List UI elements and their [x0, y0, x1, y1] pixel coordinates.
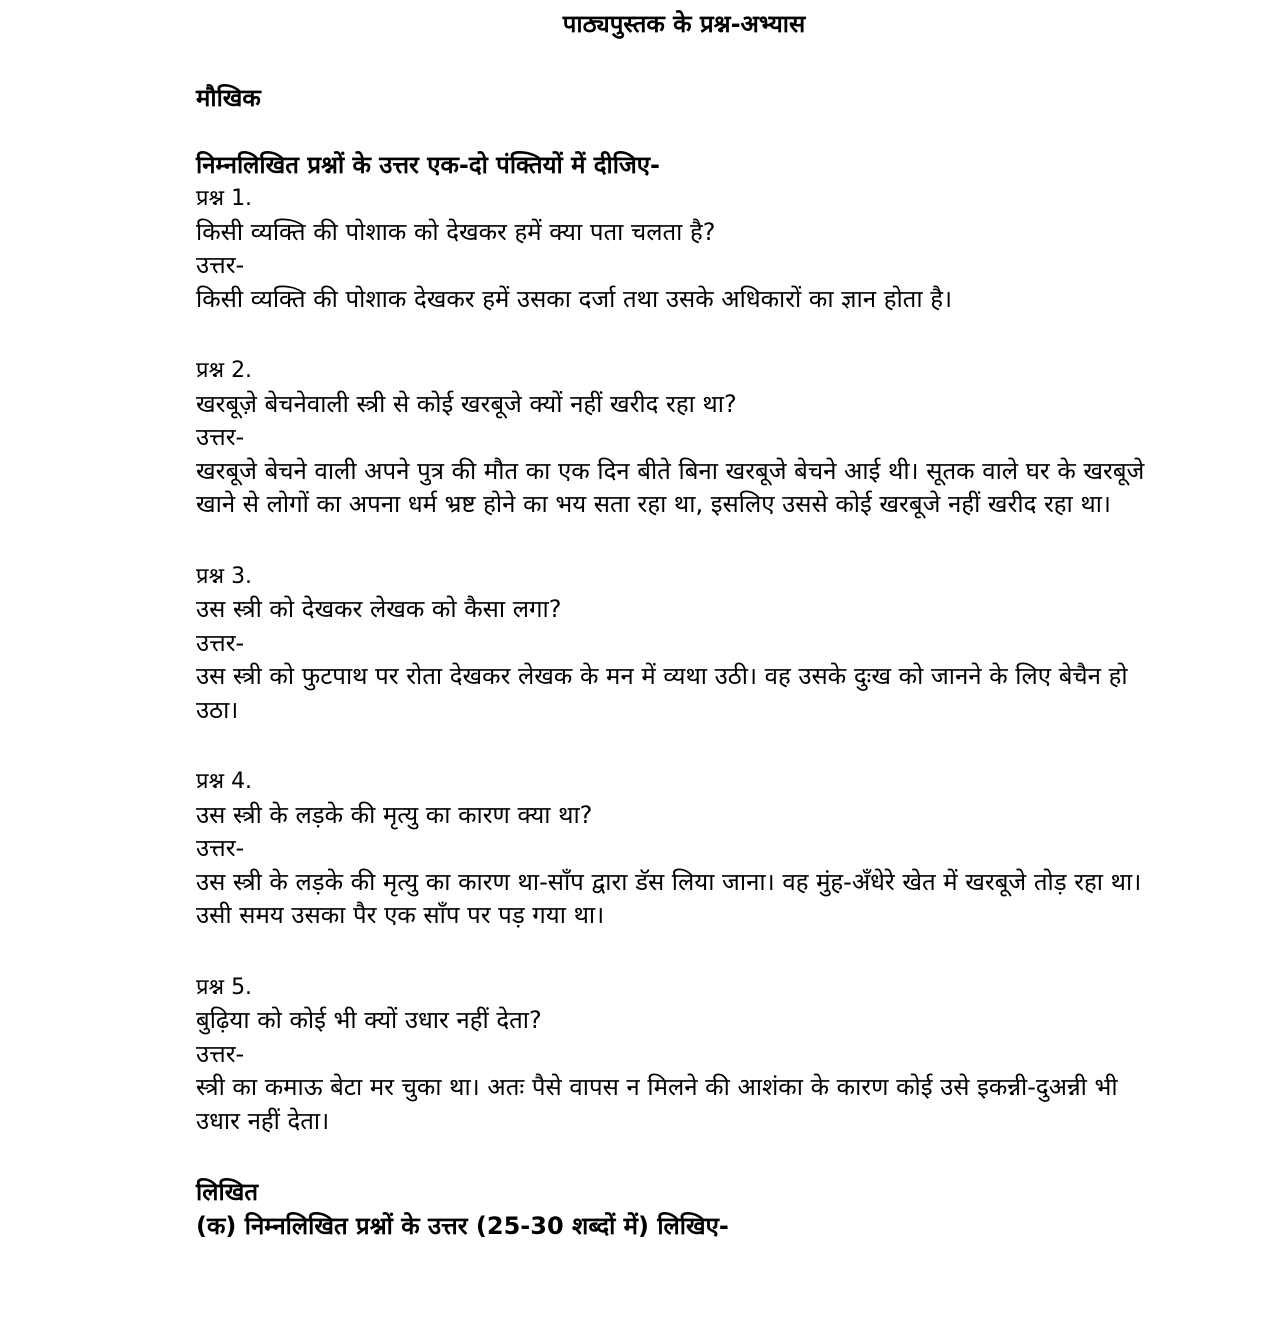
- question-block-2: [196, 354, 1161, 522]
- question-text: उस स्त्री के लड़के की मृत्यु का कारण क्या था?: [196, 800, 593, 829]
- document-body: [196, 82, 1161, 1243]
- oral-instruction: निम्नलिखित प्रश्नों के उत्तर एक-दो पंक्तियों में दीजिए-: [196, 150, 660, 179]
- answer-text: किसी व्यक्ति की पोशाक देखकर हमें उसका दर्जा तथा उसके अधिकारों का ज्ञान होता है।: [196, 284, 953, 313]
- section-heading-written: लिखित: [196, 1178, 259, 1206]
- question-label: प्रश्न 2.: [196, 358, 253, 383]
- question-label: प्रश्न 4.: [196, 769, 253, 794]
- question-label: प्रश्न 3.: [196, 563, 253, 589]
- answer-text: उस स्त्री को फुटपाथ पर रोता देखकर लेखक के मन में व्यथा उठी। वह उसके दुःख को जानने के लिए बेचैन हो उठा।: [196, 662, 1128, 724]
- answer-text: स्त्री का कमाऊ बेटा मर चुका था। अतः पैसे वापस न मिलने की आशंका के कारण कोई उसे इकन्नी-दुअन्नी भी उधार नहीं देता।: [196, 1073, 1118, 1135]
- question-label: प्रश्न 5.: [196, 974, 253, 1000]
- section-heading-oral: मौखिक: [196, 84, 261, 112]
- question-label: प्रश्न 1.: [196, 186, 253, 211]
- answer-label: उत्तर-: [196, 1039, 245, 1068]
- question-block-3: [196, 560, 1161, 728]
- answer-label: उत्तर-: [196, 628, 245, 657]
- question-text: खरबूज़े बेचनेवाली स्त्री से कोई खरबूजे क्यों नहीं खरीद रहा था?: [196, 389, 737, 418]
- question-block-4: [196, 765, 1161, 933]
- question-block-5: [196, 971, 1161, 1139]
- question-text: बुढ़िया को कोई भी क्यों उधार नहीं देता?: [196, 1006, 542, 1034]
- question-text: किसी व्यक्ति की पोशाक को देखकर हमें क्या पता चलता है?: [196, 217, 716, 246]
- answer-label: उत्तर-: [196, 834, 245, 862]
- question-text: उस स्त्री को देखकर लेखक को कैसा लगा?: [196, 595, 562, 623]
- answer-text: उस स्त्री के लड़के की मृत्यु का कारण था-साँप द्वारा डॅस लिया जाना। वह मुंह-अँधेरे खेत में खरबूजे तोड़ रहा था। उसी समय उसका पैर एक साँप पर पड़ गया था।: [196, 867, 1142, 929]
- question-block-1: [196, 182, 1161, 316]
- written-instruction: (क) निम्नलिखित प्रश्नों के उत्तर (25-30 शब्दों में) लिखिए-: [196, 1211, 729, 1240]
- page-title: पाठ्यपुस्तक के प्रश्न-अभ्यास: [562, 10, 806, 38]
- answer-text: खरबूजे बेचने वाली अपने पुत्र की मौत का एक दिन बीते बिना खरबूजे बेचने आई थी। सूतक वाले घर के खरबूजे खाने से लोगों का अपना धर्म भ्रष्ट होने का भय सता रहा था, इसलिए उससे कोई खरबूजे नहीं खरीद रहा था।: [196, 456, 1145, 518]
- answer-label: उत्तर-: [196, 251, 245, 279]
- written-section: [196, 1176, 1161, 1243]
- answer-label: उत्तर-: [196, 423, 245, 451]
